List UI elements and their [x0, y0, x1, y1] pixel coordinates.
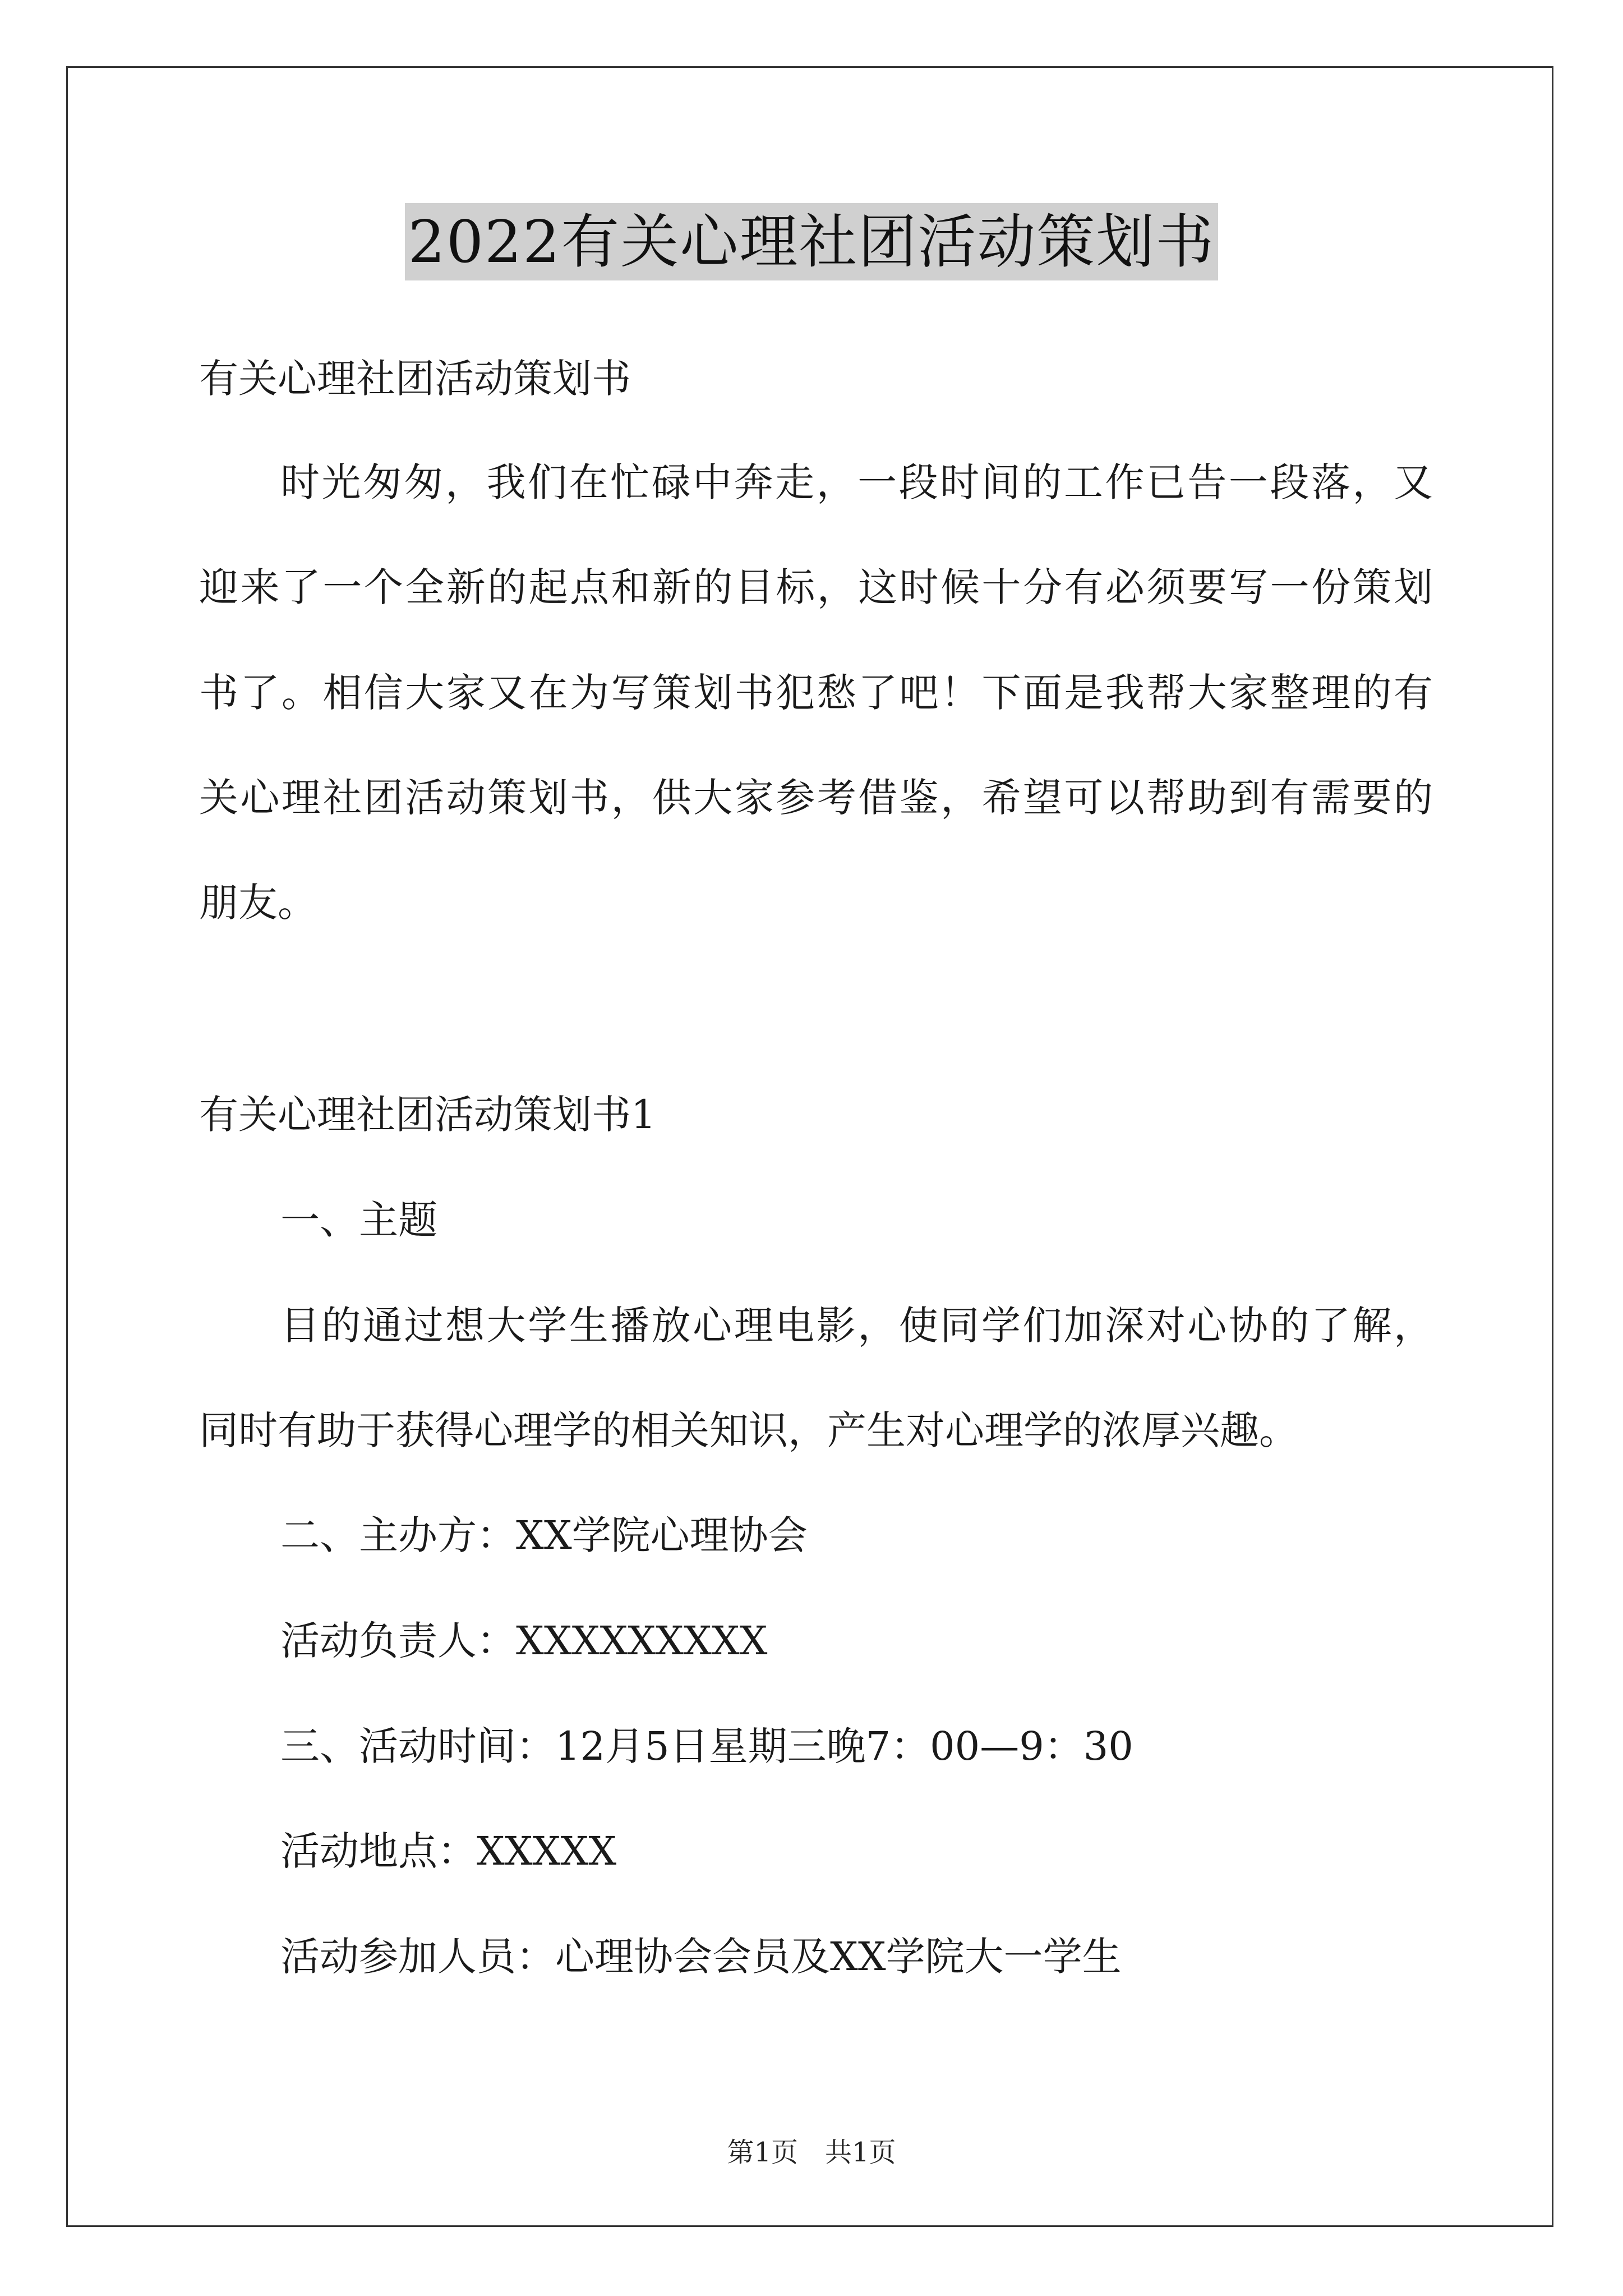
page-footer: 第1页 共1页 — [727, 2137, 896, 2168]
purpose-line-1: 目的通过想大学生播放心理电影，使同学们加深对心协的了解， — [280, 1303, 1433, 1349]
section-heading-1: 有关心理社团活动策划书1 — [199, 1092, 656, 1138]
time-line: 三、活动时间：12月5日星期三晚7：00—9：30 — [280, 1723, 1133, 1769]
intro-line-4: 关心理社团活动策划书，供大家参考借鉴，希望可以帮助到有需要的 — [199, 775, 1433, 821]
leader-line: 活动负责人：XXXXXXXXX — [280, 1618, 768, 1664]
intro-line-3: 书了。相信大家又在为写策划书犯愁了吧！下面是我帮大家整理的有 — [199, 670, 1433, 716]
intro-line-5: 朋友。 — [199, 880, 317, 926]
document-title: 2022有关心理社团活动策划书 — [405, 203, 1219, 280]
theme-heading: 一、主题 — [280, 1197, 437, 1243]
intro-line-1: 时光匆匆，我们在忙碌中奔走，一段时间的工作已告一段落，又 — [280, 459, 1433, 505]
document-subtitle: 有关心理社团活动策划书 — [199, 356, 631, 402]
intro-line-2: 迎来了一个全新的起点和新的目标，这时候十分有必须要写一份策划 — [199, 564, 1433, 610]
title-container — [0, 203, 1623, 280]
purpose-line-2: 同时有助于获得心理学的相关知识，产生对心理学的浓厚兴趣。 — [199, 1407, 1298, 1453]
participants-line: 活动参加人员：心理协会会员及XX学院大一学生 — [280, 1934, 1122, 1980]
location-line: 活动地点：XXXXX — [280, 1828, 617, 1874]
organizer-line: 二、主办方：XX学院心理协会 — [280, 1512, 808, 1558]
